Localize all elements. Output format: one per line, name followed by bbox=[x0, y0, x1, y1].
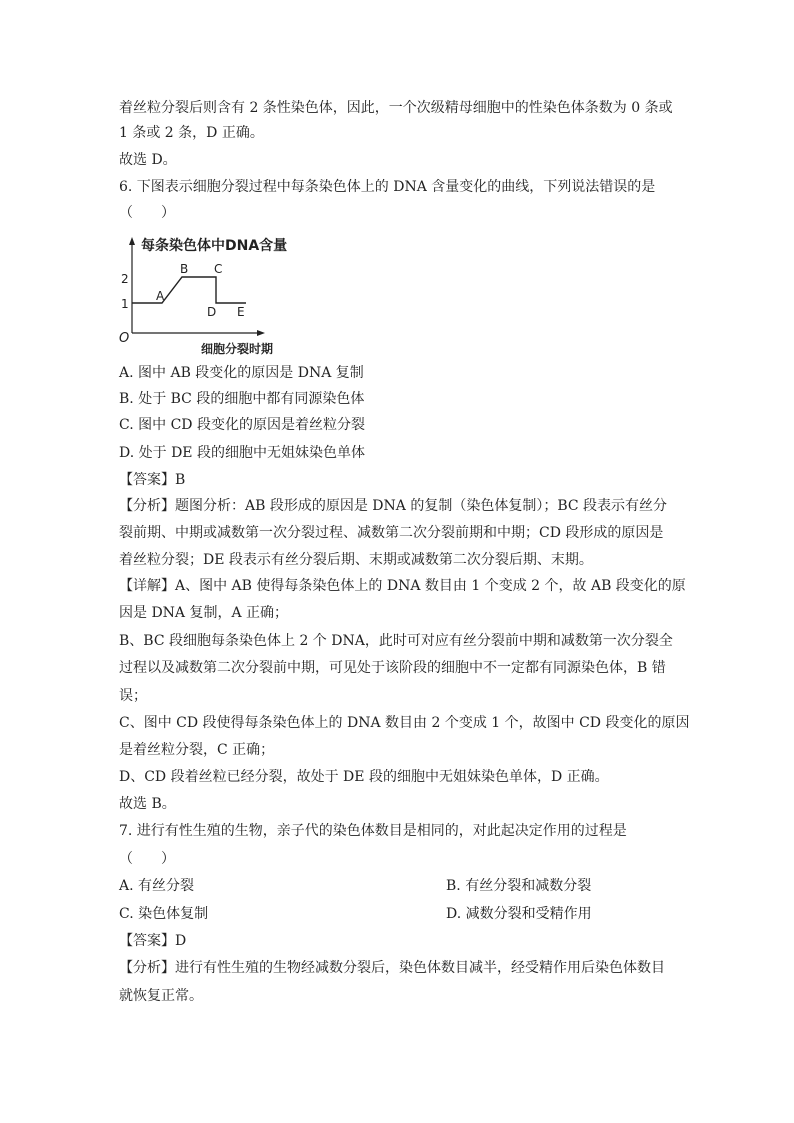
q7-option-d: D. 减数分裂和受精作用 bbox=[446, 906, 592, 922]
continuation-line-3: 故选 D。 bbox=[119, 152, 177, 168]
q6-answer: 【答案】B bbox=[119, 472, 186, 488]
point-a-label: A bbox=[156, 289, 165, 303]
q6-stem-line-1: 6. 下图表示细胞分裂过程中每条染色体上的 DNA 含量变化的曲线，下列说法错误的是 bbox=[119, 179, 656, 195]
y-axis-arrow bbox=[129, 237, 135, 245]
q6-detail-line-8: D、CD 段着丝粒已经分裂，故处于 DE 段的细胞中无姐妹染色单体，D 正确。 bbox=[119, 769, 609, 785]
q6-stem-line-2: （ ） bbox=[119, 205, 175, 221]
x-axis-arrow bbox=[257, 330, 265, 336]
q7-stem-line-2: （ ） bbox=[119, 851, 175, 867]
dna-content-figure bbox=[119, 233, 309, 358]
point-b-label: B bbox=[180, 262, 189, 276]
y-axis-title: 每条染色体中DNA含量 bbox=[141, 238, 288, 254]
q6-option-c: C. 图中 CD 段变化的原因是着丝粒分裂 bbox=[119, 417, 365, 433]
q6-detail-line-7: 是着丝粒分裂，C 正确； bbox=[119, 742, 275, 758]
q7-analysis-line-2: 就恢复正常。 bbox=[119, 988, 203, 1004]
q6-analysis-line-1: 【分析】题图分析：AB 段形成的原因是 DNA 的复制（染色体复制）；BC 段表示有丝分 bbox=[119, 498, 668, 514]
q7-answer: 【答案】D bbox=[119, 933, 187, 949]
q6-detail-line-9: 故选 B。 bbox=[119, 796, 176, 812]
x-axis-title: 细胞分裂时期 bbox=[201, 342, 274, 356]
continuation-line-1: 着丝粒分裂后则含有 2 条性染色体，因此，一个次级精母细胞中的性染色体条数为 0 条或 bbox=[119, 100, 673, 116]
q6-detail-line-3: B、BC 段细胞每条染色体上 2 个 DNA，此时可对应有丝分裂前中期和减数第一次分裂全 bbox=[119, 633, 673, 649]
q6-detail-line-5: 误； bbox=[119, 688, 147, 704]
q6-option-b: B. 处于 BC 段的细胞中都有同源染色体 bbox=[119, 391, 365, 407]
q6-option-a: A. 图中 AB 段变化的原因是 DNA 复制 bbox=[119, 365, 364, 381]
origin-label: O bbox=[119, 331, 130, 346]
q7-option-b: B. 有丝分裂和减数分裂 bbox=[446, 878, 592, 894]
q6-analysis-line-2: 裂前期、中期或减数第一次分裂过程、减数第二次分裂前期和中期；CD 段形成的原因是 bbox=[119, 525, 664, 541]
q6-option-d: D. 处于 DE 段的细胞中无姐妹染色单体 bbox=[119, 445, 365, 461]
q7-option-a: A. 有丝分裂 bbox=[119, 878, 195, 894]
y-tick-2: 2 bbox=[121, 272, 129, 286]
point-c-label: C bbox=[214, 262, 223, 276]
q7-analysis-line-1: 【分析】进行有性生殖的生物经减数分裂后，染色体数目减半，经受精作用后染色体数目 bbox=[119, 960, 665, 976]
q7-option-c: C. 染色体复制 bbox=[119, 906, 209, 922]
dna-curve bbox=[132, 277, 246, 303]
y-tick-1: 1 bbox=[121, 297, 129, 311]
continuation-line-2: 1 条或 2 条，D 正确。 bbox=[119, 125, 264, 141]
q6-detail-line-1: 【详解】A、图中 AB 使得每条染色体上的 DNA 数目由 1 个变成 2 个，故 AB 段变化的原 bbox=[119, 578, 686, 594]
q6-detail-line-6: C、图中 CD 段使得每条染色体上的 DNA 数目由 2 个变成 1 个，故图中 CD 段变化的原因 bbox=[119, 715, 690, 731]
point-e-label: E bbox=[237, 305, 245, 319]
q7-stem-line-1: 7. 进行有性生殖的生物，亲子代的染色体数目是相同的，对此起决定作用的过程是 bbox=[119, 823, 627, 839]
q6-analysis-line-3: 着丝粒分裂；DE 段表示有丝分裂后期、末期或减数第二次分裂后期、末期。 bbox=[119, 552, 593, 568]
q6-detail-line-2: 因是 DNA 复制，A 正确； bbox=[119, 605, 289, 621]
point-d-label: D bbox=[207, 305, 217, 319]
q6-detail-line-4: 过程以及减数第二次分裂前中期，可见处于该阶段的细胞中不一定都有同源染色体，B 错 bbox=[119, 660, 666, 676]
